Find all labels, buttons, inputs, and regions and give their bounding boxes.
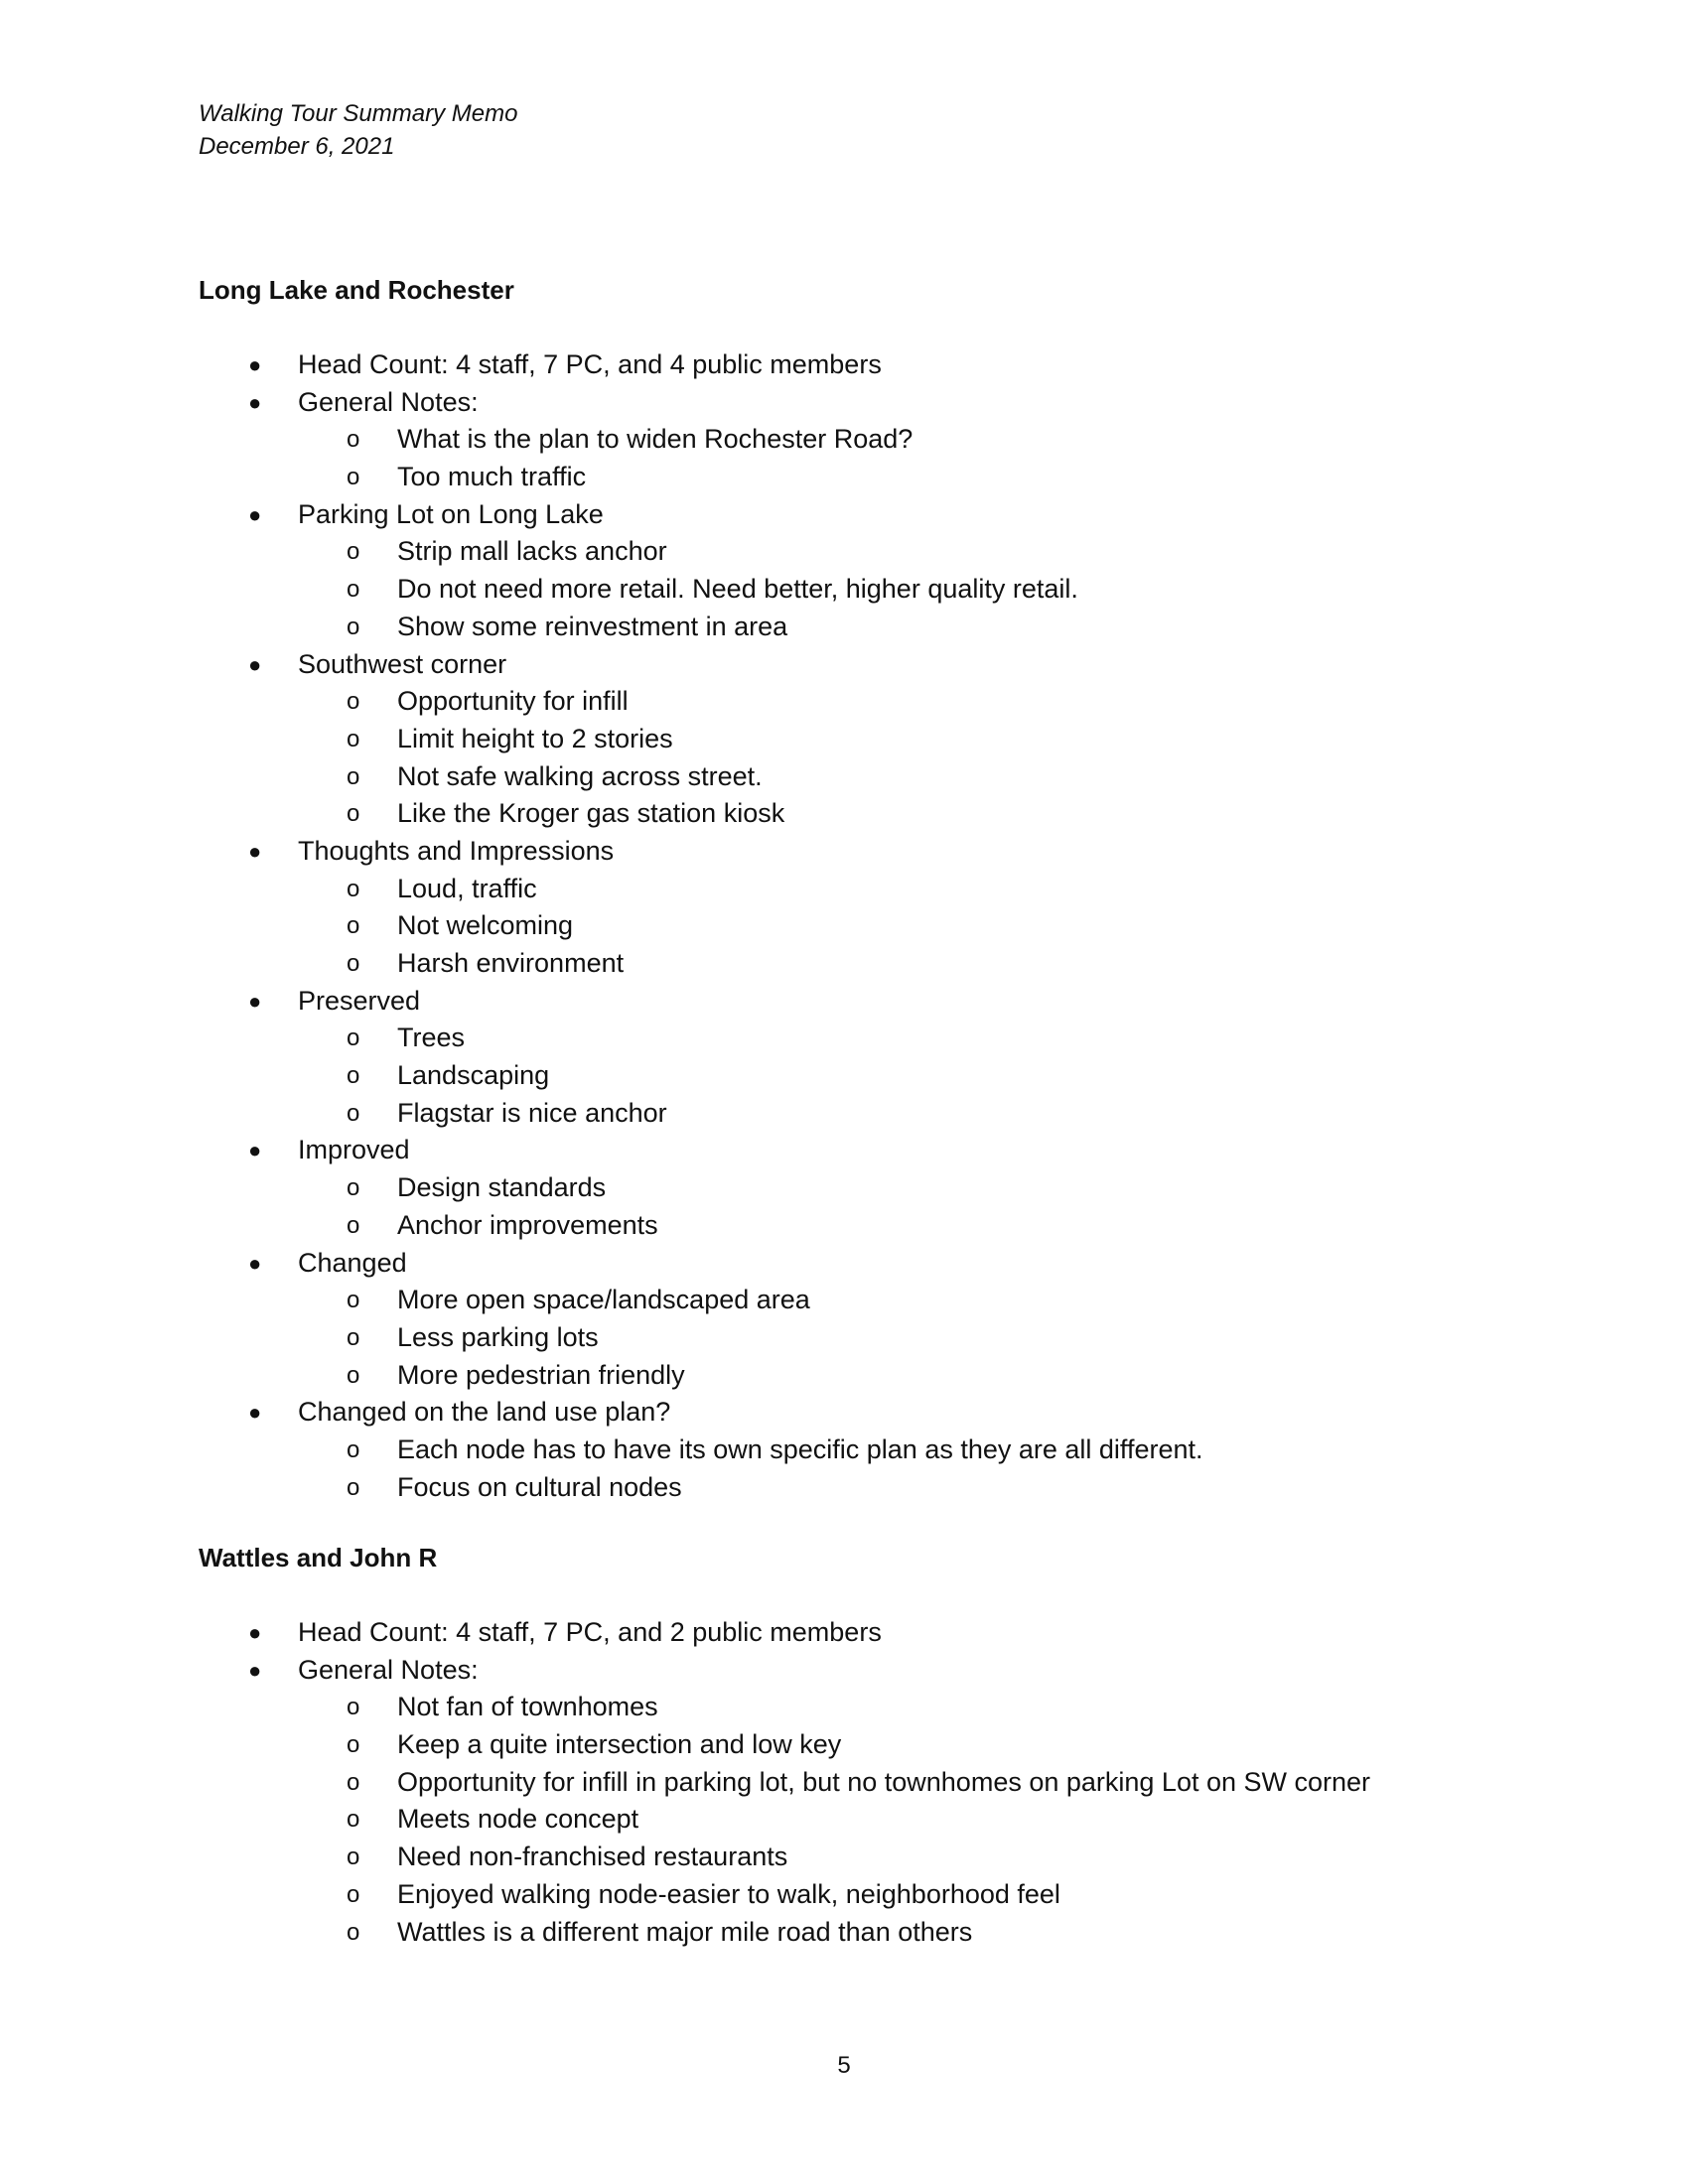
sub-list-item — [0, 609, 1688, 646]
circle-bullet-icon: o — [347, 576, 360, 604]
sub-list-item — [0, 1689, 1688, 1726]
circle-bullet-icon: o — [347, 1099, 360, 1127]
memo-title: Walking Tour Summary Memo — [199, 100, 518, 127]
list-item — [0, 646, 1688, 684]
section-heading-long-lake: Long Lake and Rochester — [199, 275, 514, 305]
bullet-icon: ● — [248, 651, 262, 677]
sub-list-item — [0, 945, 1688, 983]
sub-list-item-text: Not safe walking across street. — [397, 760, 763, 791]
section-list-long-lake — [0, 346, 1688, 1506]
sub-list-item — [0, 1432, 1688, 1469]
sub-list-item-text: Opportunity for infill — [397, 686, 629, 717]
sub-list-item — [0, 1357, 1688, 1395]
bullet-icon: ● — [248, 501, 262, 527]
sub-list-item-text: Need non-franchised restaurants — [397, 1842, 788, 1872]
list-item-text: Changed — [298, 1247, 407, 1278]
sub-list-item — [0, 533, 1688, 571]
bullet-icon: ● — [248, 352, 262, 377]
sub-list-item-text: Too much traffic — [397, 462, 587, 492]
sub-list-item-text: Keep a quite intersection and low key — [397, 1729, 842, 1760]
sub-list-item — [0, 1169, 1688, 1207]
sub-list-item — [0, 1469, 1688, 1507]
sub-list-item-text: Harsh environment — [397, 948, 625, 978]
circle-bullet-icon: o — [347, 1473, 360, 1501]
list-item-text: Head Count: 4 staff, 7 PC, and 4 public members — [298, 349, 882, 379]
sub-list-item — [0, 758, 1688, 796]
sub-list-item-text: Focus on cultural nodes — [397, 1471, 682, 1502]
circle-bullet-icon: o — [347, 464, 360, 491]
sub-list-item-text: Not welcoming — [397, 910, 574, 941]
list-item-text: Improved — [298, 1135, 410, 1165]
sub-list-item-text: Each node has to have its own specific plan as they are all different. — [397, 1433, 1203, 1464]
sub-list-item-text: More open space/landscaped area — [397, 1285, 810, 1315]
sub-list-item-text: Loud, traffic — [397, 873, 537, 903]
circle-bullet-icon: o — [347, 1731, 360, 1759]
circle-bullet-icon: o — [347, 1843, 360, 1871]
sub-list-item — [0, 571, 1688, 609]
sub-list-item-text: Flagstar is nice anchor — [397, 1097, 667, 1128]
circle-bullet-icon: o — [347, 950, 360, 977]
bullet-icon: ● — [248, 1250, 262, 1276]
list-item-text: Thoughts and Impressions — [298, 835, 615, 866]
circle-bullet-icon: o — [347, 1174, 360, 1202]
section-heading-wattles: Wattles and John R — [199, 1543, 438, 1572]
sub-list-item-text: Like the Kroger gas station kiosk — [397, 798, 785, 829]
circle-bullet-icon: o — [347, 725, 360, 752]
circle-bullet-icon: o — [347, 1062, 360, 1090]
circle-bullet-icon: o — [347, 1768, 360, 1796]
sub-list-item — [0, 907, 1688, 945]
circle-bullet-icon: o — [347, 1361, 360, 1389]
circle-bullet-icon: o — [347, 762, 360, 790]
memo-date: December 6, 2021 — [199, 133, 395, 160]
sub-list-item — [0, 1914, 1688, 1952]
sub-list-item — [0, 1020, 1688, 1057]
list-item — [0, 1652, 1688, 1690]
sub-list-item — [0, 1319, 1688, 1357]
circle-bullet-icon: o — [347, 1211, 360, 1239]
sub-list-item-text: Do not need more retail. Need better, higher quality retail. — [397, 574, 1078, 605]
list-item — [0, 1245, 1688, 1283]
sub-list-item — [0, 1057, 1688, 1095]
sub-list-item — [0, 1801, 1688, 1839]
sub-list-item — [0, 1764, 1688, 1802]
sub-list-item-text: What is the plan to widen Rochester Road? — [397, 424, 914, 455]
sub-list-item-text: More pedestrian friendly — [397, 1359, 685, 1390]
list-item-text: Parking Lot on Long Lake — [298, 498, 604, 529]
circle-bullet-icon: o — [347, 1024, 360, 1052]
page-number: 5 — [837, 2052, 851, 2079]
sub-list-item-text: Trees — [397, 1023, 466, 1053]
list-item — [0, 983, 1688, 1021]
sub-list-item-text: Anchor improvements — [397, 1209, 658, 1240]
sub-list-item-text: Landscaping — [397, 1060, 550, 1091]
sub-list-item — [0, 795, 1688, 833]
sub-list-item — [0, 871, 1688, 908]
list-item — [0, 1394, 1688, 1432]
sub-list-item — [0, 421, 1688, 459]
list-item-text: Southwest corner — [298, 648, 507, 679]
sub-list-item-text: Show some reinvestment in area — [397, 611, 788, 641]
circle-bullet-icon: o — [347, 1806, 360, 1834]
bullet-icon: ● — [248, 1400, 262, 1426]
list-item — [0, 1132, 1688, 1169]
bullet-icon: ● — [248, 1657, 262, 1683]
bullet-icon: ● — [248, 838, 262, 864]
circle-bullet-icon: o — [347, 875, 360, 902]
sub-list-item-text: Meets node concept — [397, 1804, 639, 1835]
list-item-text: Changed on the land use plan? — [298, 1397, 671, 1428]
circle-bullet-icon: o — [347, 426, 360, 454]
circle-bullet-icon: o — [347, 912, 360, 940]
list-item-text: General Notes: — [298, 386, 479, 417]
sub-list-item-text: Less parking lots — [397, 1321, 599, 1352]
circle-bullet-icon: o — [347, 613, 360, 640]
bullet-icon: ● — [248, 1620, 262, 1645]
section-list-wattles — [0, 1614, 1688, 1951]
circle-bullet-icon: o — [347, 1918, 360, 1946]
list-item-text: Preserved — [298, 985, 421, 1016]
list-item — [0, 496, 1688, 534]
circle-bullet-icon: o — [347, 1694, 360, 1721]
circle-bullet-icon: o — [347, 1880, 360, 1908]
bullet-icon: ● — [248, 1138, 262, 1163]
sub-list-item — [0, 1726, 1688, 1764]
sub-list-item-text: Enjoyed walking node-easier to walk, neighborhood feel — [397, 1878, 1060, 1909]
sub-list-item-text: Not fan of townhomes — [397, 1692, 658, 1722]
sub-list-item — [0, 1207, 1688, 1245]
list-item-text: General Notes: — [298, 1654, 479, 1685]
circle-bullet-icon: o — [347, 800, 360, 828]
sub-list-item-text: Design standards — [397, 1172, 607, 1203]
sub-list-item-text: Limit height to 2 stories — [397, 723, 673, 753]
sub-list-item — [0, 1839, 1688, 1876]
circle-bullet-icon: o — [347, 1323, 360, 1351]
sub-list-item — [0, 721, 1688, 758]
sub-list-item — [0, 1282, 1688, 1319]
list-item — [0, 346, 1688, 384]
sub-list-item — [0, 459, 1688, 496]
circle-bullet-icon: o — [347, 1435, 360, 1463]
sub-list-item-text: Opportunity for infill in parking lot, but no townhomes on parking Lot on SW corner — [397, 1766, 1371, 1797]
circle-bullet-icon: o — [347, 688, 360, 716]
sub-list-item — [0, 1095, 1688, 1133]
list-item — [0, 1614, 1688, 1652]
list-item-text: Head Count: 4 staff, 7 PC, and 2 public members — [298, 1617, 882, 1647]
sub-list-item — [0, 683, 1688, 721]
circle-bullet-icon: o — [347, 1287, 360, 1314]
circle-bullet-icon: o — [347, 538, 360, 566]
list-item — [0, 833, 1688, 871]
bullet-icon: ● — [248, 988, 262, 1014]
sub-list-item-text: Strip mall lacks anchor — [397, 536, 667, 567]
list-item — [0, 384, 1688, 422]
sub-list-item-text: Wattles is a different major mile road than others — [397, 1916, 973, 1947]
sub-list-item — [0, 1876, 1688, 1914]
bullet-icon: ● — [248, 389, 262, 415]
